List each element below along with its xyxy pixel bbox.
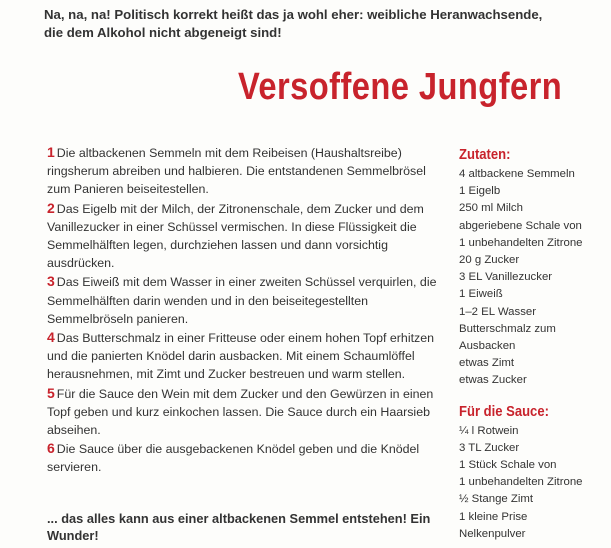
- ingredient-item: etwas Zucker: [459, 374, 527, 387]
- sauce-ingredient-item: ¼ l Rotwein: [459, 424, 519, 437]
- sauce-ingredient-item: 1 Stück Schale von: [459, 459, 557, 472]
- step-text: Das Eiweiß mit dem Wasser in einer zweiten Schüssel verquirlen, die Semmelhälften darin wenden und in den beiseitegestellten Semmelbröseln panieren.: [47, 275, 437, 326]
- step-number: 1: [47, 144, 55, 160]
- ingredient-item: Ausbacken: [459, 340, 516, 353]
- step-number: 2: [47, 199, 55, 216]
- step-text: Für die Sauce den Wein mit dem Zucker und den Gewürzen in einen Topf geben und kurz einkochen lassen. Die Sauce durch ein Haarsieb abseihen.: [47, 386, 434, 438]
- ingredient-item: 1 Eiweiß: [459, 288, 503, 301]
- step-number: 6: [47, 440, 55, 457]
- ingredients-panel: [459, 146, 609, 543]
- intro-text: Na, na, na! Politisch korrekt heißt das ja wohl eher: weibliche Heranwachsende, die dem Alkohol nicht abgeneigt sind!: [44, 7, 543, 40]
- step-5: [47, 384, 442, 440]
- ingredient-item: 3 EL Vanillezucker: [459, 271, 553, 284]
- ingredients-list: [459, 166, 609, 390]
- ingredient-item: abgeriebene Schale von: [459, 219, 582, 232]
- step-2: [47, 199, 442, 273]
- step-text: Die Sauce über die ausgebackenen Knödel geben und die Knödel servieren.: [47, 442, 420, 475]
- sauce-ingredient-item: 1 kleine Prise: [459, 510, 528, 523]
- ingredient-item: 4 altbackene Semmeln: [459, 168, 575, 180]
- ingredient-item: 1–2 EL Wasser: [459, 305, 537, 318]
- step-text: Das Eigelb mit der Milch, der Zitronenschale, dem Zucker und dem Vanillezucker in einer Schüssel vermischen. In diese Flüssigkeit die Semmelhälften legen, durchziehen lassen und dann vorsichtig ausdrücken.: [47, 201, 424, 271]
- closing-text: ... das alles kann aus einer altbackenen Semmel entstehen! Ein Wunder!: [47, 511, 431, 543]
- ingredients-heading: Zutaten:: [459, 147, 511, 163]
- step-number: 5: [47, 384, 55, 401]
- ingredient-item: 1 unbehandelten Zitrone: [459, 236, 583, 249]
- sauce-ingredients-list: [459, 423, 609, 543]
- step-text: Das Butterschmalz in einer Fritteuse oder einem hohen Topf erhitzen und die panierten Knödel darin ausbacken. Mit einem Schaumlöffel herausnehmen, mit Zimt und Zucker bestreuen und warm stellen.: [47, 331, 434, 382]
- sauce-ingredient-item: 3 TL Zucker: [459, 441, 520, 454]
- ingredient-item: Butterschmalz zum: [459, 322, 556, 335]
- step-number: 3: [47, 273, 55, 290]
- step-1: [47, 143, 442, 199]
- ingredient-item: 250 ml Milch: [459, 202, 523, 215]
- ingredient-item: 1 Eigelb: [459, 185, 501, 198]
- instructions: [47, 143, 442, 477]
- ingredient-item: etwas Zimt: [459, 357, 515, 370]
- step-text: Die altbackenen Semmeln mit dem Reibeisen (Haushaltsreibe) ringsherum abreiben und halbieren. Die entstandenen Semmelbrösel zum Panieren beiseitestellen.: [47, 146, 426, 197]
- sauce-ingredient-item: ½ Stange Zimt: [459, 493, 534, 506]
- step-number: 4: [47, 329, 55, 346]
- step-6: [47, 439, 442, 476]
- sauce-heading: Für die Sauce:: [459, 403, 549, 420]
- step-3: [47, 272, 442, 328]
- sauce-ingredient-item: 1 unbehandelten Zitrone: [459, 476, 583, 489]
- step-4: [47, 328, 442, 384]
- ingredient-item: 20 g Zucker: [459, 254, 520, 267]
- recipe-title: Versoffene Jungfern: [238, 66, 563, 108]
- sauce-ingredient-item: Nelkenpulver: [459, 527, 526, 540]
